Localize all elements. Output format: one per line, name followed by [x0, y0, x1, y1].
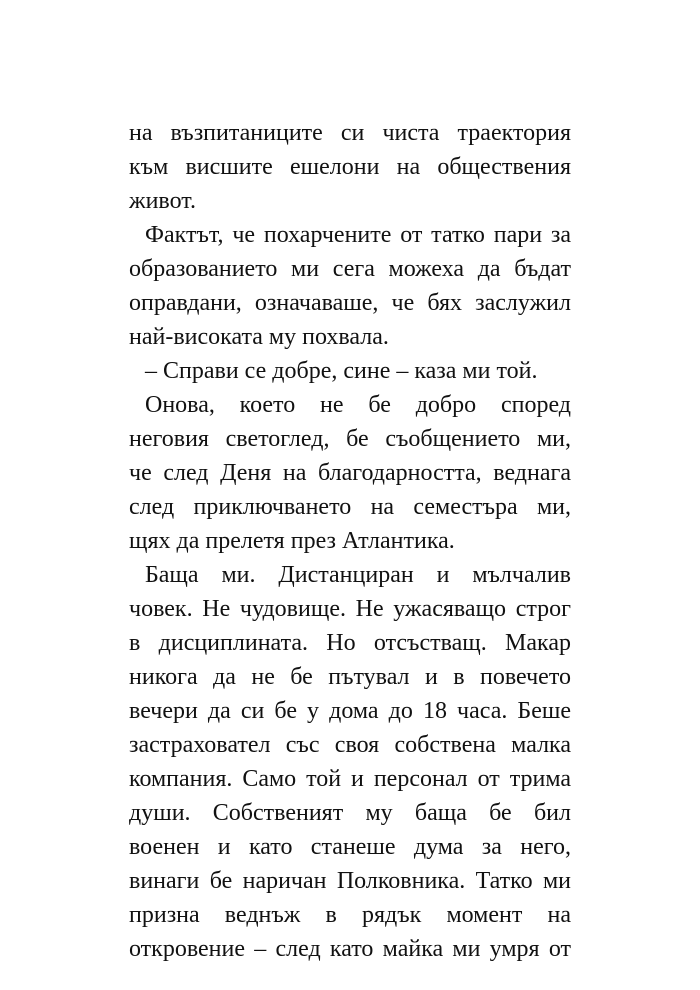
text-line: човек. Не чудовище. Не ужасяващо строг: [129, 596, 571, 622]
text-line: Онова, което не бе добро според: [145, 392, 571, 418]
text-line: след приключването на семестъра ми,: [129, 494, 571, 520]
text-line: застраховател със своя собствена малка: [129, 732, 571, 758]
text-line: към висшите ешелони на обществения: [129, 154, 571, 180]
text-line: Фактът, че похарчените от татко пари за: [145, 222, 571, 248]
text-line: призна веднъж в рядък момент на: [129, 902, 571, 928]
text-line: образованието ми сега можеха да бъдат: [129, 256, 571, 282]
text-line: души. Собственият му баща бе бил: [129, 800, 571, 826]
text-line: живот.: [129, 188, 196, 214]
text-line: винаги бе наричан Полковника. Татко ми: [129, 868, 571, 894]
text-line: оправдани, означаваше, че бях заслужил: [129, 290, 571, 316]
text-line: че след Деня на благодарността, веднага: [129, 460, 571, 486]
text-line: военен и като станеше дума за него,: [129, 834, 571, 860]
text-line: никога да не бе пътувал и в повечето: [129, 664, 571, 690]
text-line: неговия светоглед, бе съобщението ми,: [129, 426, 571, 452]
text-line: най-високата му похвала.: [129, 324, 389, 350]
text-line: на възпитаниците си чиста траектория: [129, 120, 571, 146]
text-line: щях да прелетя през Атлантика.: [129, 528, 455, 554]
text-line: в дисциплината. Но отсъстващ. Макар: [129, 630, 571, 656]
text-line: компания. Само той и персонал от трима: [129, 766, 571, 792]
text-line: – Справи се добре, сине – каза ми той.: [145, 358, 538, 384]
text-line: вечери да си бе у дома до 18 часа. Беше: [129, 698, 571, 724]
text-line: откровение – след като майка ми умря от: [129, 936, 571, 962]
text-line: Баща ми. Дистанциран и мълчалив: [145, 562, 571, 588]
page-body-text: [129, 116, 571, 966]
